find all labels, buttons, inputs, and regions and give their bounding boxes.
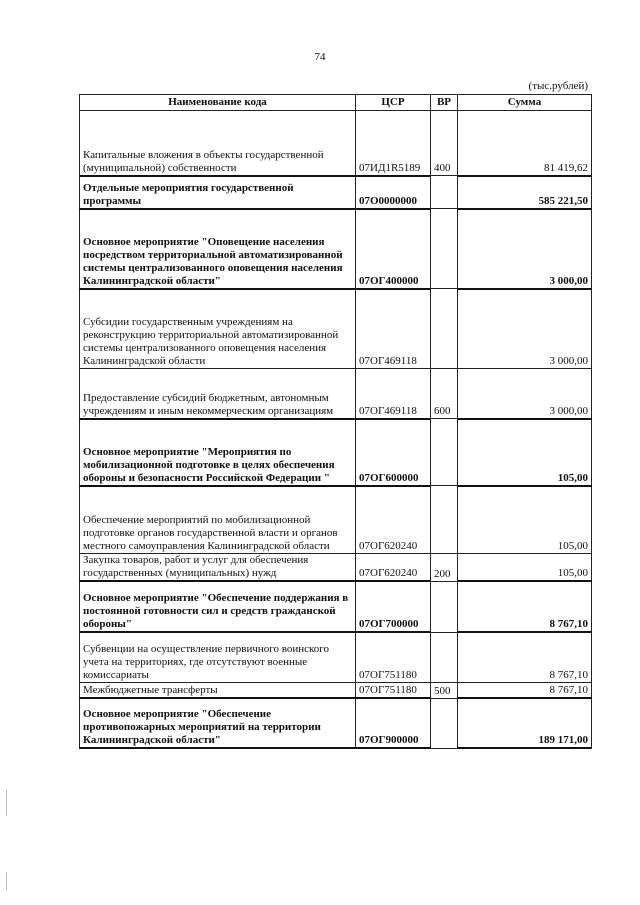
table-row: [80, 632, 592, 682]
table-row: [80, 554, 592, 582]
row-sum-cell: 8 767,10: [458, 682, 592, 698]
left-margin-mark: [6, 872, 7, 890]
row-name-cell: Основное мероприятие "Мероприятия по мобилизационной подготовке в целях обеспечения обороны и безопасности Российской Федерации ": [80, 419, 356, 486]
table-row: [80, 209, 592, 289]
row-sum-cell: 3 000,00: [458, 369, 592, 419]
row-csr-cell: 07ОГ600000: [356, 419, 431, 486]
table-header-row: [80, 95, 592, 111]
row-vr-cell: [431, 419, 458, 486]
row-sum-cell: 105,00: [458, 486, 592, 554]
row-vr-cell: [431, 289, 458, 369]
row-name-cell: Основное мероприятие "Обеспечение противопожарных мероприятий на территории Калининградской области": [80, 698, 356, 748]
row-vr-cell: 600: [431, 369, 458, 419]
row-sum-cell: 81 419,62: [458, 111, 592, 176]
row-sum-cell: 3 000,00: [458, 289, 592, 369]
left-margin-mark: [6, 790, 7, 816]
row-name-cell: Предоставление субсидий бюджетным, автономным учреждениям и иным некоммерческим организациям: [80, 369, 356, 419]
row-vr-cell: [431, 486, 458, 554]
row-name-cell: Субвенции на осуществление первичного воинского учета на территориях, где отсутствуют военные комиссариаты: [80, 632, 356, 682]
row-vr-cell: 500: [431, 682, 458, 698]
row-sum-cell: 189 171,00: [458, 698, 592, 748]
row-name-cell: Отдельные мероприятия государственной программы: [80, 176, 356, 209]
units-label: (тыс.рублей): [528, 80, 588, 92]
header-vr: ВР: [431, 95, 458, 111]
budget-table: [79, 94, 592, 749]
row-csr-cell: 07ИД1R5189: [356, 111, 431, 176]
row-name-cell: Закупка товаров, работ и услуг для обеспечения государственных (муниципальных) нужд: [80, 554, 356, 582]
row-csr-cell: 07О0000000: [356, 176, 431, 209]
table-row: [80, 176, 592, 209]
row-name-cell: Основное мероприятие "Оповещение населения посредством территориальной автоматизированной системы централизованного оповещения населения Калининградской области": [80, 209, 356, 289]
row-csr-cell: 07ОГ400000: [356, 209, 431, 289]
row-name-cell: Субсидии государственным учреждениям на реконструкцию территориальной автоматизированной системы централизованного оповещения населения Калининградской области: [80, 289, 356, 369]
table-row: [80, 581, 592, 632]
row-name-cell: Основное мероприятие "Обеспечение поддержания в постоянной готовности сил и средств гражданской обороны": [80, 581, 356, 632]
row-vr-cell: [431, 176, 458, 209]
row-sum-cell: 585 221,50: [458, 176, 592, 209]
row-vr-cell: [431, 698, 458, 748]
row-csr-cell: 07ОГ751180: [356, 682, 431, 698]
row-name-cell: Обеспечение мероприятий по мобилизационной подготовке органов государственной власти и органов местного самоуправления Калининградской области: [80, 486, 356, 554]
table-body: [80, 111, 592, 749]
table-row: [80, 486, 592, 554]
row-name-cell: Межбюджетные трансферты: [80, 682, 356, 698]
row-csr-cell: 07ОГ700000: [356, 581, 431, 632]
header-name: Наименование кода: [80, 95, 356, 111]
row-csr-cell: 07ОГ469118: [356, 289, 431, 369]
row-csr-cell: 07ОГ900000: [356, 698, 431, 748]
row-vr-cell: [431, 632, 458, 682]
row-csr-cell: 07ОГ620240: [356, 486, 431, 554]
row-csr-cell: 07ОГ620240: [356, 554, 431, 582]
row-vr-cell: 200: [431, 554, 458, 582]
row-vr-cell: 400: [431, 111, 458, 176]
table-row: [80, 111, 592, 176]
header-csr: ЦСР: [356, 95, 431, 111]
row-name-cell: Капитальные вложения в объекты государственной (муниципальной) собственности: [80, 111, 356, 176]
table-row: [80, 682, 592, 698]
table-row: [80, 698, 592, 748]
table-row: [80, 289, 592, 369]
row-sum-cell: 8 767,10: [458, 632, 592, 682]
page-number: 74: [314, 51, 326, 63]
header-sum: Сумма: [458, 95, 592, 111]
row-vr-cell: [431, 209, 458, 289]
row-sum-cell: 105,00: [458, 419, 592, 486]
table-row: [80, 369, 592, 419]
row-sum-cell: 3 000,00: [458, 209, 592, 289]
row-vr-cell: [431, 581, 458, 632]
row-sum-cell: 8 767,10: [458, 581, 592, 632]
table-row: [80, 419, 592, 486]
row-csr-cell: 07ОГ469118: [356, 369, 431, 419]
row-csr-cell: 07ОГ751180: [356, 632, 431, 682]
row-sum-cell: 105,00: [458, 554, 592, 582]
